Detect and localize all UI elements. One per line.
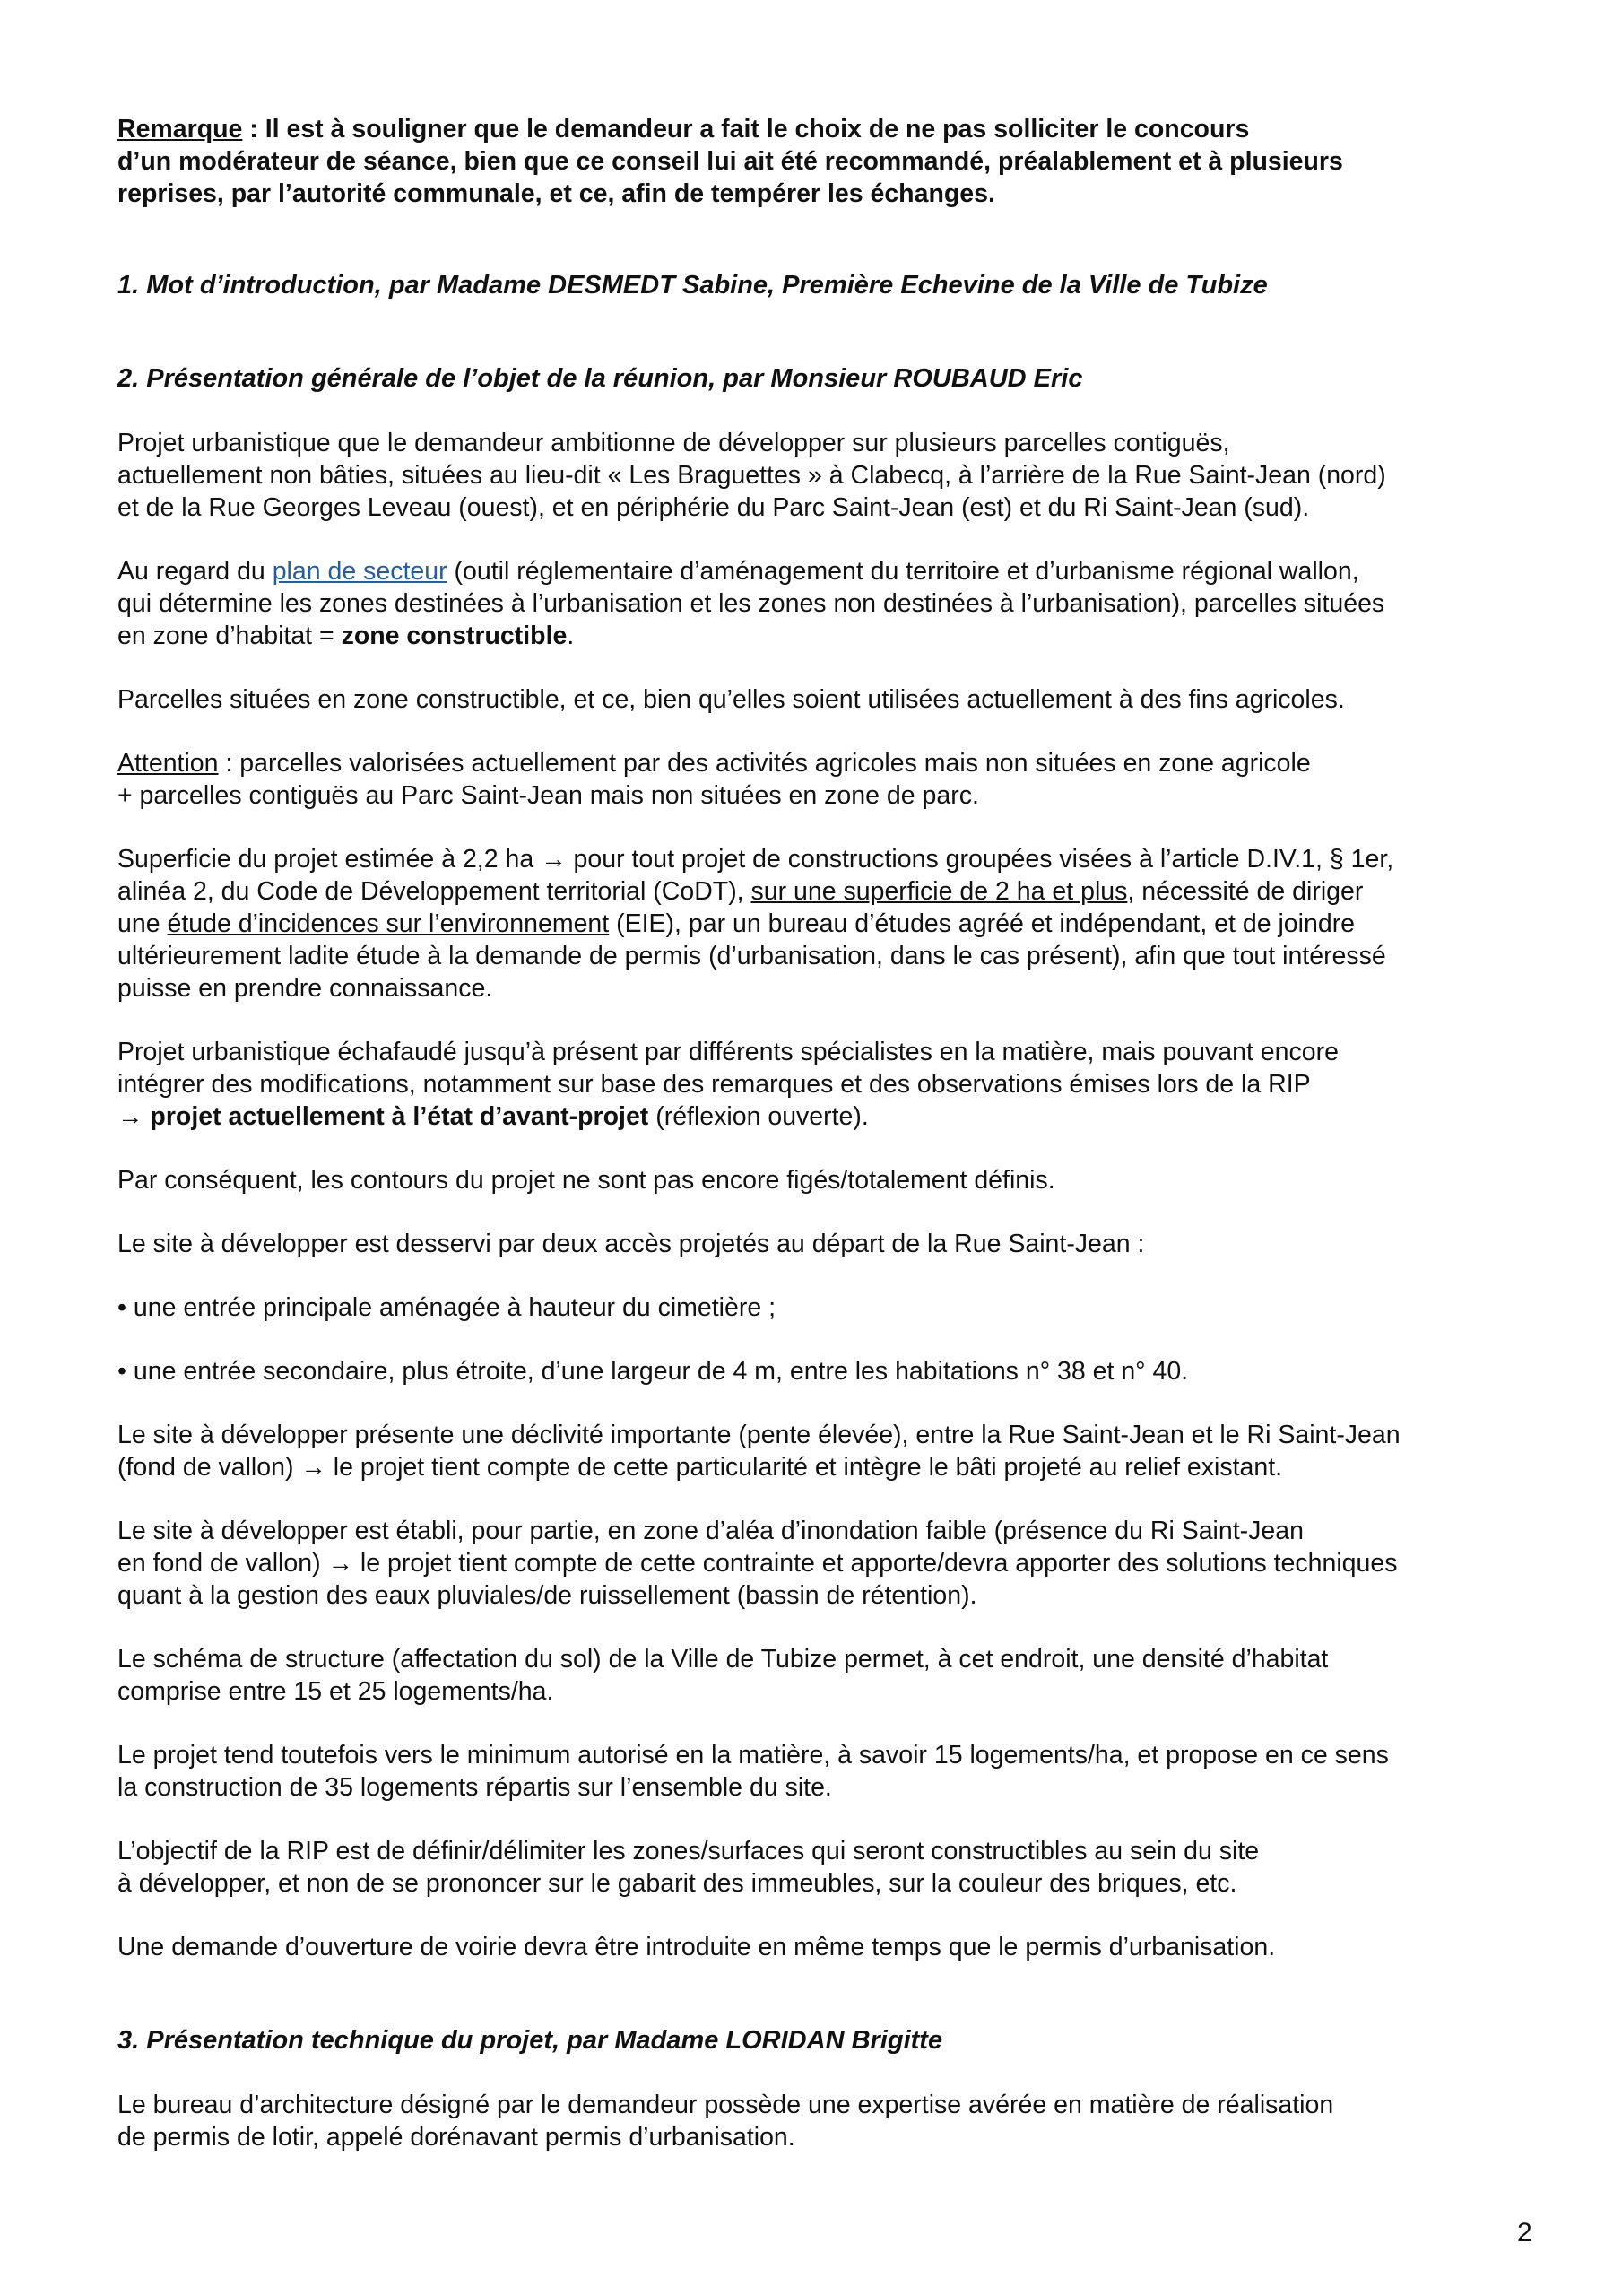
paragraph-project-location: Projet urbanistique que le demandeur ambitionne de développer sur plusieurs parcelles contiguës, actuellement non bâties, situées au lieu-dit « Les Braguettes » à Clabecq, à l’arrière de la Rue Saint-Jean (nord) et de la Rue Georges Leveau (ouest), et en périphérie du Parc Saint-Jean (est) et du Ri Saint-Jean (sud). <box>117 429 1386 522</box>
paragraph-acces: Le site à développer est desservi par deux accès projetés au départ de la Rue Saint-Jean : <box>117 1230 1145 1258</box>
paragraph-declivite: Le site à développer présente une déclivité importante (pente élevée), entre la Rue Saint-Jean et le Ri Saint-Jean (fond de vallon) → le projet tient compte de cette particularité et intègre le bâti projeté au relief existant. <box>117 1421 1401 1482</box>
paragraph-bureau-architecture: Le bureau d’architecture désigné par le demandeur possède une expertise avérée en matière de réalisation de permis de lotir, appelé dorénavant permis d’urbanisation. <box>117 2091 1334 2152</box>
list-item-entree-secondaire: • une entrée secondaire, plus étroite, d’une largeur de 4 m, entre les habitations n° 38 et n° 40. <box>117 1357 1189 1386</box>
list-item-entree-principale: • une entrée principale aménagée à hauteur du cimetière ; <box>117 1293 776 1322</box>
section-heading-1: 1. Mot d’introduction, par Madame DESMEDT Sabine, Première Echevine de la Ville de Tubize <box>117 271 1268 300</box>
remark-label: Remarque <box>117 115 243 144</box>
paragraph-contours: Par conséquent, les contours du projet ne sont pas encore figés/totalement définis. <box>117 1166 1055 1195</box>
paragraph-logements: Le projet tend toutefois vers le minimum autorisé en la matière, à savoir 15 logements/ha, et propose en ce sens la construction de 35 logements répartis sur l’ensemble du site. <box>117 1741 1389 1802</box>
paragraph-inondation: Le site à développer est établi, pour partie, en zone d’aléa d’inondation faible (présence du Ri Saint-Jean en fond de vallon) → le projet tient compte de cette contrainte et apporte/devra apporter des solutions techniques quant à la gestion des eaux pluviales/de ruissellement (bassin de rétention). <box>117 1517 1398 1610</box>
section-heading-2: 2. Présentation générale de l’objet de la réunion, par Monsieur ROUBAUD Eric <box>117 364 1083 393</box>
paragraph-schema-structure: Le schéma de structure (affectation du sol) de la Ville de Tubize permet, à cet endroit, une densité d’habitat comprise entre 15 et 25 logements/ha. <box>117 1645 1329 1706</box>
paragraph-zone-constructible: Parcelles situées en zone constructible, et ce, bien qu’elles soient utilisées actuellement à des fins agricoles. <box>117 685 1345 714</box>
section-heading-3: 3. Présentation technique du projet, par Madame LORIDAN Brigitte <box>117 2026 943 2055</box>
paragraph-ouverture-voirie: Une demande d’ouverture de voirie devra être introduite en même temps que le permis d’urbanisation. <box>117 1933 1276 1961</box>
remark-paragraph: Remarque : Il est à souligner que le demandeur a fait le choix de ne pas solliciter le concours d’un modérateur de séance, bien que ce conseil lui ait été recommandé, préalablement et à plusieurs reprises, par l’autorité communale, et ce, afin de tempérer les échanges. <box>117 115 1343 208</box>
paragraph-objectif-rip: L’objectif de la RIP est de définir/délimiter les zones/surfaces qui seront constructibles au sein du site à développer, et non de se prononcer sur le gabarit des immeubles, sur la couleur des briques, etc. <box>117 1837 1260 1898</box>
page-number: 2 <box>1517 2218 1532 2248</box>
paragraph-plan-de-secteur: Au regard du plan de secteur (outil réglementaire d’aménagement du territoire et d’urbanisme régional wallon, qui détermine les zones destinées à l’urbanisation et les zones non destinées à l’urbanisation), parcelles situées en zone d’habitat = zone constructible. <box>117 557 1385 650</box>
paragraph-superficie: Superficie du projet estimée à 2,2 ha → pour tout projet de constructions groupées visées à l’article D.IV.1, § 1er, alinéa 2, du Code de Développement territorial (CoDT), sur une superficie de 2 ha et plus, nécessité de diriger une étude d’incidences sur l’environnement (EIE), par un bureau d’études agréé et indépendant, et de joindre ultérieurement ladite étude à la demande de permis (d’urbanisation, dans le cas présent), afin que tout intéressé puisse en prendre connaissance. <box>117 845 1394 1003</box>
plan-de-secteur-link[interactable]: plan de secteur <box>272 557 447 586</box>
paragraph-avant-projet: Projet urbanistique échafaudé jusqu’à présent par différents spécialistes en la matière, mais pouvant encore intégrer des modifications, notamment sur base des remarques et des observations émises lors de la RIP → projet actuellement à l’état d’avant-projet (réflexion ouverte). <box>117 1038 1339 1131</box>
attention-label: Attention <box>117 749 219 778</box>
paragraph-attention: Attention : parcelles valorisées actuellement par des activités agricoles mais non situées en zone agricole + parcelles contiguës au Parc Saint-Jean mais non situées en zone de parc. <box>117 749 1311 810</box>
document-page <box>117 113 1516 2185</box>
